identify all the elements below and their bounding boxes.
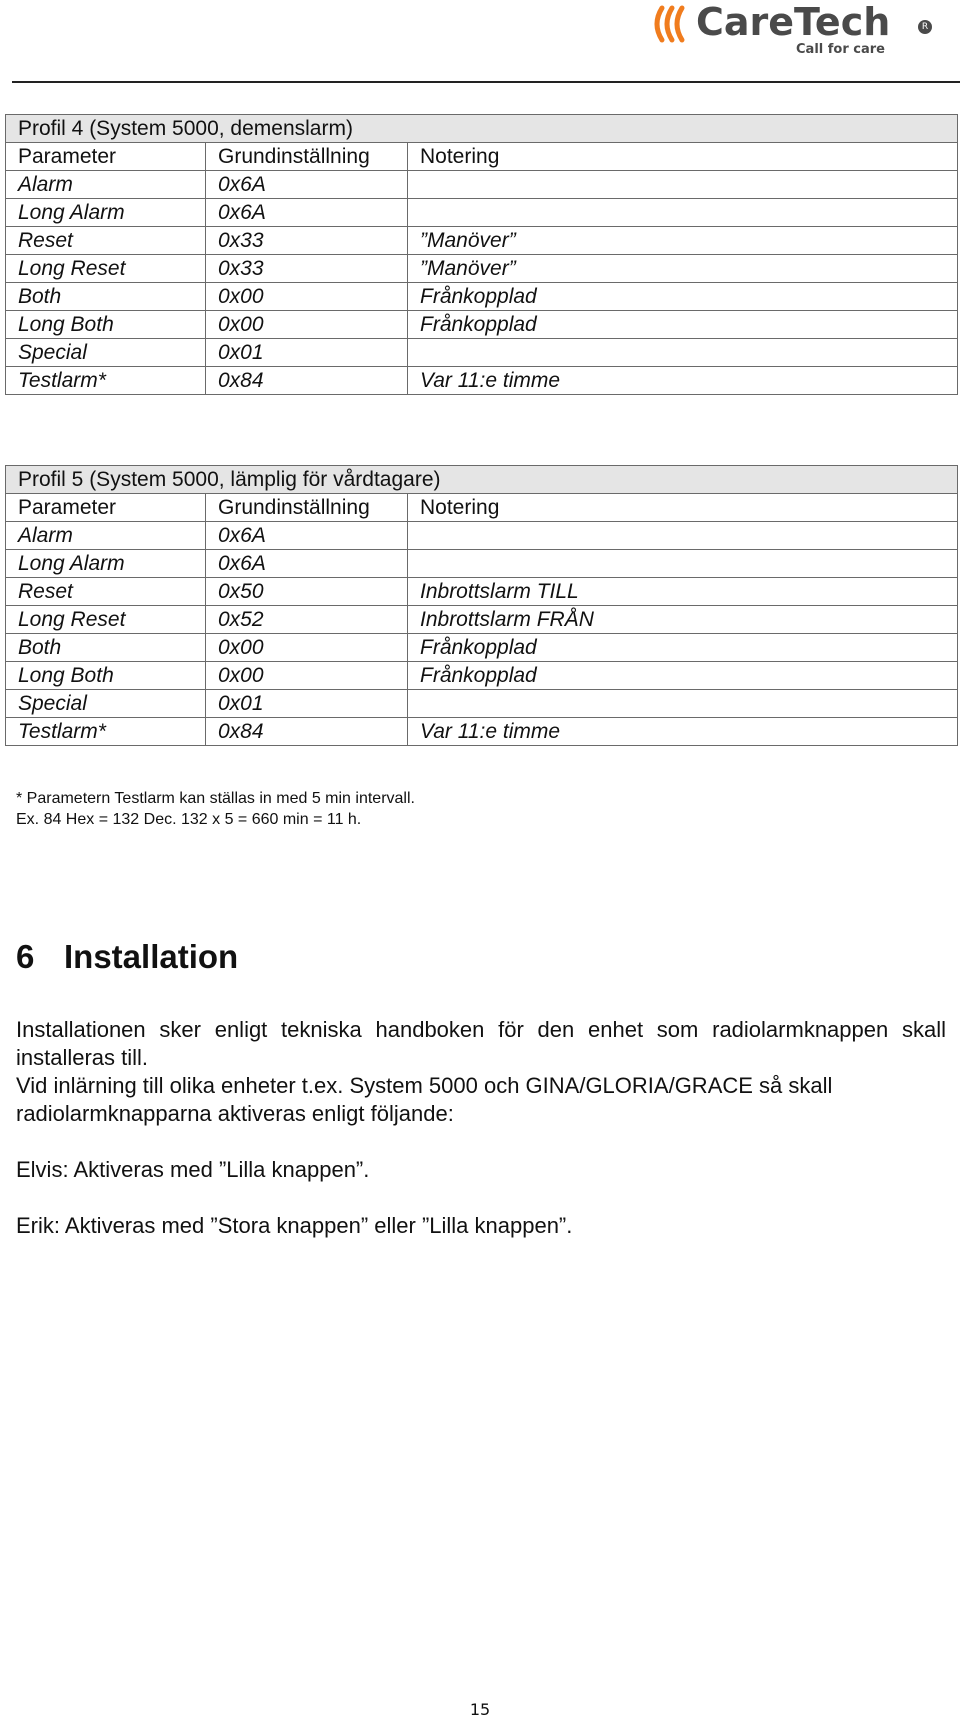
table-cell: 0x01 (206, 690, 408, 718)
table-cell: Frånkopplad (408, 634, 958, 662)
header-divider (12, 81, 960, 83)
table-row (6, 255, 958, 283)
table-cell: Both (6, 634, 206, 662)
table-cell (408, 339, 958, 367)
table-row (6, 662, 958, 690)
logo-tagline: Call for care (796, 42, 885, 57)
table-cell: Special (6, 339, 206, 367)
table-row (6, 311, 958, 339)
page-number: 15 (469, 1700, 491, 1719)
table-cell: 0x00 (206, 311, 408, 339)
section-number: 6 (16, 938, 35, 975)
table-title-row (6, 466, 958, 494)
paragraph-elvis: Elvis: Aktiveras med ”Lilla knappen”. (16, 1157, 370, 1182)
table-row (6, 634, 958, 662)
paragraph-installation: Installationen sker enligt tekniska handboken för den enhet som radiolarmknappen skall installeras till. (16, 1017, 946, 1070)
registered-mark-icon: R (918, 20, 932, 34)
table-cell: Testlarm* (6, 367, 206, 395)
table-cell: Alarm (6, 522, 206, 550)
table-row (6, 690, 958, 718)
table-cell (408, 199, 958, 227)
signal-arcs-icon (648, 2, 696, 46)
table-cell: 0x50 (206, 578, 408, 606)
table-row (6, 606, 958, 634)
table-cell: 0x84 (206, 718, 408, 746)
column-header: Grundinställning (206, 143, 408, 171)
table-row (6, 283, 958, 311)
table-cell: Special (6, 690, 206, 718)
table-row (6, 367, 958, 395)
table-cell: Inbrottslarm FRÅN (408, 606, 958, 634)
caretech-logo (648, 2, 948, 60)
table-cell: Frånkopplad (408, 311, 958, 339)
table-cell (408, 171, 958, 199)
table-row (6, 718, 958, 746)
table-cell: Testlarm* (6, 718, 206, 746)
table-row (6, 171, 958, 199)
table-cell: 0x33 (206, 227, 408, 255)
table-cell (408, 550, 958, 578)
profile-4-table (5, 114, 958, 395)
column-header: Notering (408, 143, 958, 171)
table-row (6, 578, 958, 606)
table-cell: 0x33 (206, 255, 408, 283)
table-cell: 0x6A (206, 522, 408, 550)
table-cell: Frånkopplad (408, 662, 958, 690)
table-row (6, 199, 958, 227)
footnote-testlarm: * Parametern Testlarm kan ställas in med 5 min intervall. (16, 790, 415, 807)
table-cell: Var 11:e timme (408, 367, 958, 395)
table-cell: Long Both (6, 311, 206, 339)
table-cell: 0x6A (206, 550, 408, 578)
table-title: Profil 4 (System 5000, demenslarm) (6, 115, 958, 143)
table-cell: Var 11:e timme (408, 718, 958, 746)
table-cell: 0x00 (206, 283, 408, 311)
profile-5-table (5, 465, 958, 746)
column-header: Notering (408, 494, 958, 522)
table-cell: Frånkopplad (408, 283, 958, 311)
table-title: Profil 5 (System 5000, lämplig för vårdtagare) (6, 466, 958, 494)
table-header-row (6, 143, 958, 171)
column-header: Parameter (6, 143, 206, 171)
footnote-example: Ex. 84 Hex = 132 Dec. 132 x 5 = 660 min = 11 h. (16, 811, 362, 828)
table-cell: Long Reset (6, 606, 206, 634)
table-title-row (6, 115, 958, 143)
table-row (6, 339, 958, 367)
table-cell: Long Alarm (6, 199, 206, 227)
table-cell: Both (6, 283, 206, 311)
table-cell: 0x6A (206, 199, 408, 227)
table-cell: Reset (6, 578, 206, 606)
table-header-row (6, 494, 958, 522)
section-title: Installation (64, 938, 239, 975)
table-row (6, 522, 958, 550)
column-header: Grundinställning (206, 494, 408, 522)
table-cell: Long Both (6, 662, 206, 690)
table-cell (408, 690, 958, 718)
table-cell: 0x00 (206, 634, 408, 662)
paragraph-activation: Vid inlärning till olika enheter t.ex. System 5000 och GINA/GLORIA/GRACE så skall radiolarmknapparna aktiveras enligt följande: (16, 1073, 833, 1126)
table-cell: Reset (6, 227, 206, 255)
table-cell: 0x01 (206, 339, 408, 367)
table-cell: 0x6A (206, 171, 408, 199)
table-row (6, 227, 958, 255)
table-row (6, 550, 958, 578)
logo-name: CareTech (696, 0, 891, 44)
table-cell: Long Reset (6, 255, 206, 283)
table-cell: 0x84 (206, 367, 408, 395)
paragraph-erik: Erik: Aktiveras med ”Stora knappen” eller ”Lilla knappen”. (16, 1213, 573, 1238)
table-cell: Inbrottslarm TILL (408, 578, 958, 606)
table-cell (408, 522, 958, 550)
table-cell: ”Manöver” (408, 227, 958, 255)
table-cell: Alarm (6, 171, 206, 199)
table-cell: Long Alarm (6, 550, 206, 578)
table-cell: 0x52 (206, 606, 408, 634)
column-header: Parameter (6, 494, 206, 522)
table-cell: 0x00 (206, 662, 408, 690)
section-heading (16, 938, 238, 976)
table-cell: ”Manöver” (408, 255, 958, 283)
